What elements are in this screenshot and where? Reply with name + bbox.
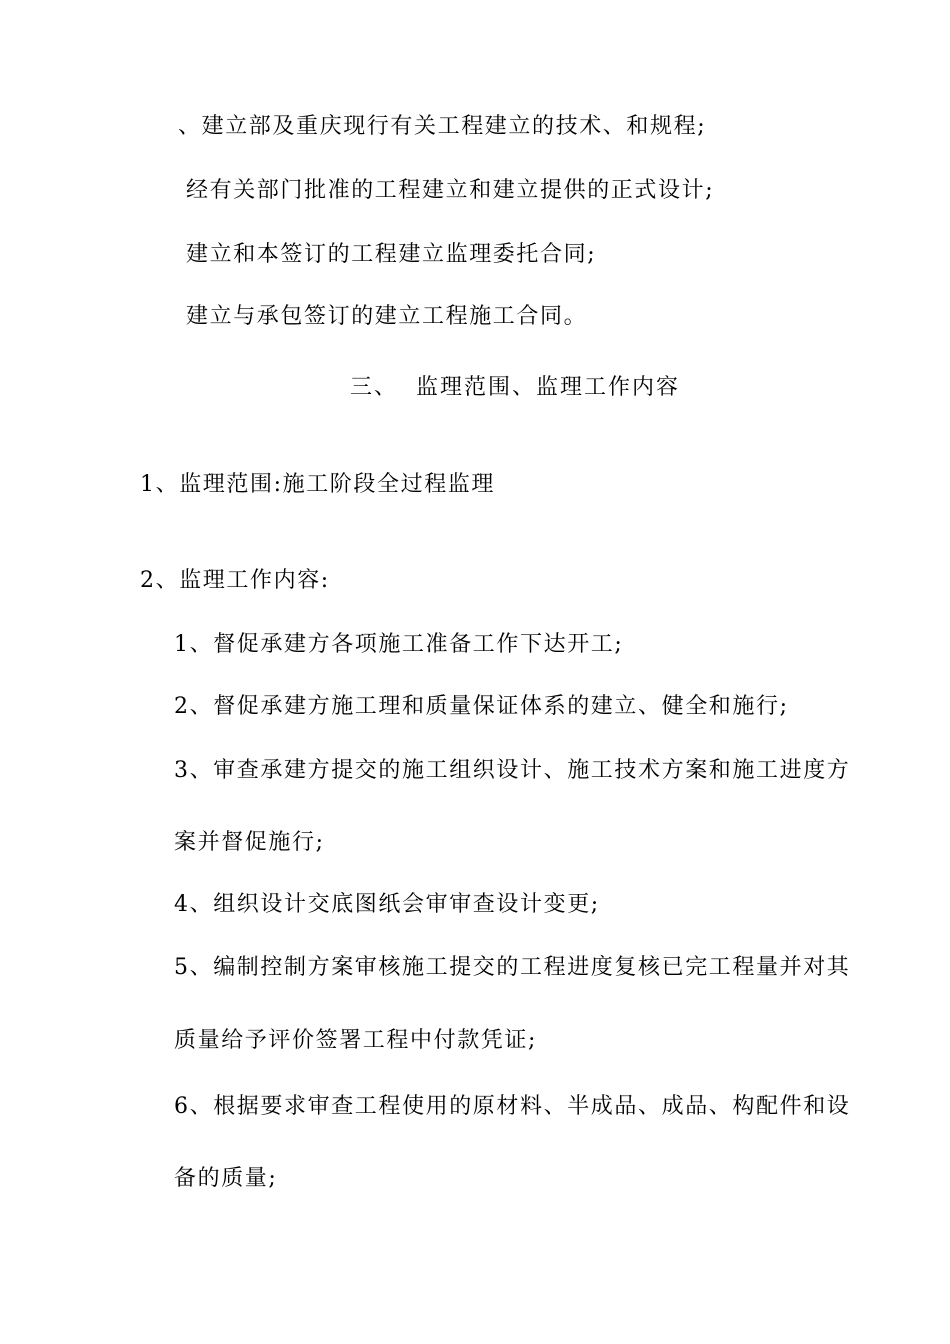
list-item-1: 1、督促承建方各项施工准备工作下达开工; — [174, 632, 624, 657]
list-item-5-continued: 质量给予评价签署工程中付款凭证; — [174, 1028, 538, 1053]
scope-line: 1、监理范围:施工阶段全过程监理 — [140, 472, 496, 497]
list-item-2: 2、督促承建方施工理和质量保证体系的建立、健全和施行; — [174, 694, 789, 719]
list-item-6-continued: 备的质量; — [174, 1166, 278, 1191]
list-item-5: 5、编制控制方案审核施工提交的工程进度复核已完工程量并对其 — [174, 955, 851, 980]
section-number: 三、 — [350, 375, 399, 400]
content-heading: 2、监理工作内容: — [140, 568, 330, 593]
section-heading — [350, 373, 680, 403]
list-item-3-continued: 案并督促施行; — [174, 830, 325, 855]
reference-line-3: 建立和本签订的工程建立监理委托合同; — [186, 242, 597, 267]
reference-line-1: 、建立部及重庆现行有关工程建立的技术、和规程; — [178, 114, 707, 139]
list-item-6: 6、根据要求审查工程使用的原材料、半成品、成品、构配件和设 — [174, 1094, 851, 1119]
section-title: 监理范围、监理工作内容 — [416, 375, 681, 400]
list-item-3: 3、审查承建方提交的施工组织设计、施工技术方案和施工进度方 — [174, 758, 851, 783]
reference-line-4: 建立与承包签订的建立工程施工合同。 — [186, 304, 588, 329]
reference-line-2: 经有关部门批准的工程建立和建立提供的正式设计; — [186, 178, 715, 203]
list-item-4: 4、组织设计交底图纸会审审查设计变更; — [174, 892, 600, 917]
